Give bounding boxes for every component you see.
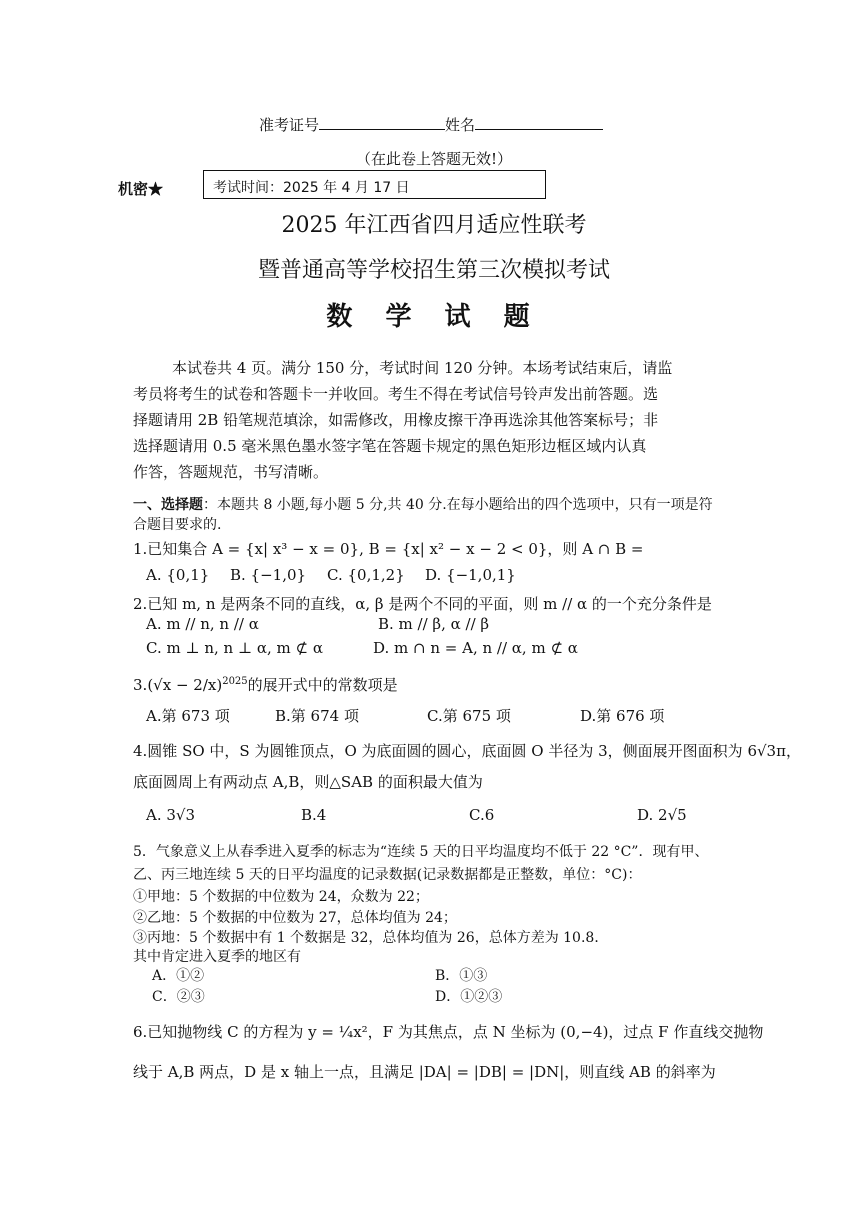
q4-option-c: C.6 bbox=[469, 806, 495, 824]
exam-id-row bbox=[259, 114, 603, 135]
intro-line-4: 选择题请用 0.5 毫米黑色墨水签字笔在答题卡规定的黑色矩形边框区域内认真 bbox=[133, 437, 647, 455]
intro-line-1: 本试卷共 4 页。满分 150 分，考试时间 120 分钟。本场考试结束后，请监 bbox=[172, 359, 673, 377]
name-blank bbox=[475, 115, 603, 130]
q5-option-b: B．①③ bbox=[435, 968, 488, 984]
q5-option-d: D．①②③ bbox=[435, 989, 503, 1005]
intro-line-3: 择题请用 2B 铅笔规范填涂，如需修改，用橡皮擦干净再选涂其他答案标号；非 bbox=[133, 411, 659, 429]
section1-heading: 一、选择题 bbox=[133, 497, 203, 513]
q5-stem-line2: 乙、丙三地连续 5 天的日平均温度的记录数据(记录数据都是正整数，单位：°C)： bbox=[133, 867, 642, 883]
q1-option-d: D. {−1,0,1} bbox=[425, 566, 516, 584]
exam-id-label: 准考证号 bbox=[259, 116, 320, 134]
main-title: 数 学 试 题 bbox=[326, 302, 542, 332]
q6-stem-line2: 线于 A,B 两点，D 是 x 轴上一点，且满足 |DA| = |DB| = |DN|，则直线 AB 的斜率为 bbox=[133, 1063, 716, 1081]
q3-power: 2025 bbox=[222, 676, 248, 687]
invalid-note: （在此卷上答题无效!） bbox=[356, 150, 513, 168]
q2-option-c: C. m ⊥ n, n ⊥ α, m ⊄ α bbox=[146, 639, 323, 657]
q2-option-d: D. m ∩ n = A, n // α, m ⊄ α bbox=[373, 639, 578, 657]
q3-option-b: B.第 674 项 bbox=[275, 707, 359, 725]
name-label: 姓名 bbox=[445, 116, 476, 134]
q5-item-3: ③丙地：5 个数据中有 1 个数据是 32，总体均值为 26，总体方差为 10.8． bbox=[133, 930, 609, 946]
title-line1: 2025 年江西省四月适应性联考 bbox=[281, 213, 587, 238]
section1-desc bbox=[133, 494, 713, 514]
q1-option-b: B. {−1,0} bbox=[230, 566, 307, 584]
section1-desc-line2: 合题目要求的. bbox=[133, 517, 222, 533]
q6-stem-line1: 6.已知抛物线 C 的方程为 y = ¼x²，F 为其焦点，点 N 坐标为 (0,−4)，过点 F 作直线交抛物 bbox=[133, 1023, 764, 1041]
q5-stem-line1: 5．气象意义上从春季进入夏季的标志为“连续 5 天的日平均温度均不低于 22 °C”．现有甲、 bbox=[133, 844, 709, 860]
intro-line-5: 作答，答题规范，书写清晰。 bbox=[133, 463, 329, 481]
exam-id-blank bbox=[319, 115, 445, 130]
q3-stem bbox=[133, 674, 398, 695]
q1-option-c: C. {0,1,2} bbox=[327, 566, 405, 584]
section1-desc-line1: ：本题共 8 小题,每小题 5 分,共 40 分.在每小题给出的四个选项中，只有一项是符 bbox=[203, 497, 713, 513]
q2-option-b: B. m // β, α // β bbox=[378, 615, 490, 633]
q3-option-a: A.第 673 项 bbox=[146, 707, 230, 725]
q4-option-a: A. 3√3 bbox=[146, 806, 196, 824]
secret-label: 机密★ bbox=[118, 180, 164, 198]
q5-item-2: ②乙地：5 个数据的中位数为 27，总体均值为 24； bbox=[133, 910, 457, 926]
q5-stem-line3: 其中肯定进入夏季的地区有 bbox=[133, 949, 301, 965]
exam-time: 考试时间：2025 年 4 月 17 日 bbox=[213, 180, 410, 196]
q2-option-a: A. m // n, n // α bbox=[146, 615, 259, 633]
q5-option-c: C．②③ bbox=[152, 989, 205, 1005]
q2-stem: 2.已知 m, n 是两条不同的直线，α, β 是两个不同的平面，则 m // α 的一个充分条件是 bbox=[133, 595, 712, 613]
q4-option-d: D. 2√5 bbox=[637, 806, 687, 824]
q5-item-1: ①甲地：5 个数据的中位数为 24，众数为 22； bbox=[133, 889, 429, 905]
q4-option-b: B.4 bbox=[301, 806, 327, 824]
intro-line-2: 考员将考生的试卷和答题卡一并收回。考生不得在考试信号铃声发出前答题。选 bbox=[133, 385, 659, 403]
q3-number: 3. bbox=[133, 676, 148, 694]
q3-option-c: C.第 675 项 bbox=[427, 707, 511, 725]
title-line2: 暨普通高等学校招生第三次模拟考试 bbox=[257, 258, 610, 283]
q5-option-a: A．①② bbox=[152, 968, 205, 984]
q3-stem-text: 的展开式中的常数项是 bbox=[247, 676, 398, 694]
q4-stem-line2: 底面圆周上有两动点 A,B，则△SAB 的面积最大值为 bbox=[133, 773, 483, 791]
q3-expression: (√x − 2/x) bbox=[147, 676, 223, 694]
q1-stem: 1.已知集合 A = {x| x³ − x = 0}, B = {x| x² − x − 2 < 0}，则 A ∩ B = bbox=[133, 540, 644, 558]
q4-stem-line1: 4.圆锥 SO 中，S 为圆锥顶点，O 为底面圆的圆心，底面圆 O 半径为 3，侧面展开图面积为 6√3π， bbox=[133, 742, 801, 760]
exam-time-box bbox=[203, 170, 546, 199]
q3-option-d: D.第 676 项 bbox=[580, 707, 665, 725]
q1-option-a: A. {0,1} bbox=[146, 566, 210, 584]
